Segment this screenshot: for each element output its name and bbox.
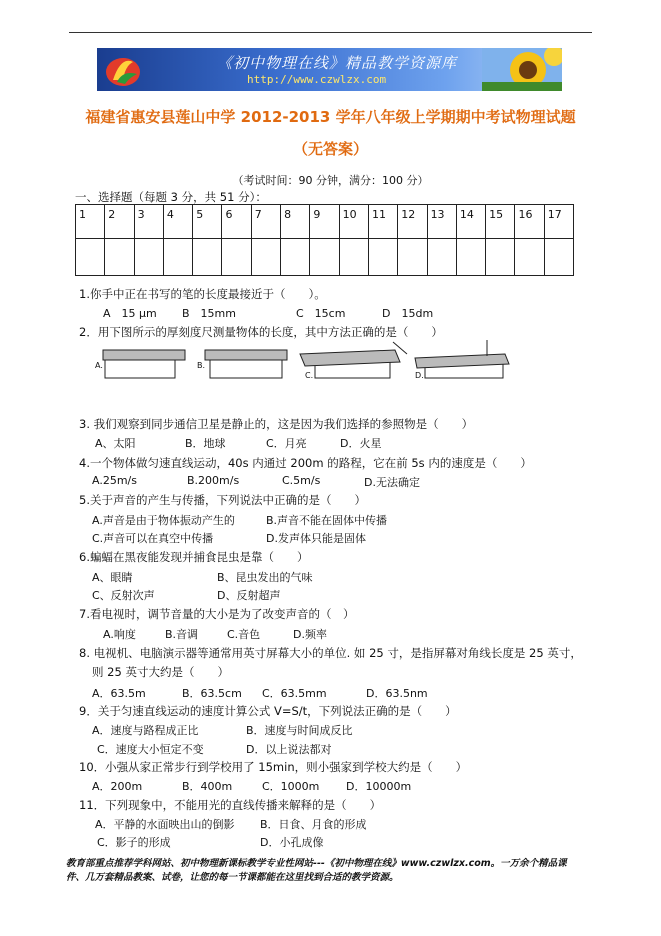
question-7: 7.看电视时，调节音量的大小是为了改变声音的（ ） (79, 607, 355, 621)
footer-line-2: 件、几万套精品教案、试卷，让您的每一节课都能在这里找到合适的教学资源。 (66, 872, 399, 883)
option-d: D．63.5nm (366, 687, 428, 700)
fig-label-d: D. (415, 371, 424, 380)
answer-cell[interactable] (134, 239, 163, 276)
option-b: B．速度与时间成反比 (246, 724, 353, 737)
site-logo-icon (103, 52, 143, 88)
page-title: 福建省惠安县莲山中学 2012-2013 学年八年级上学期期中考试物理试题 (85, 108, 576, 126)
option-b: B．日食、月食的形成 (260, 818, 367, 831)
option-c: C、反射次声 (92, 589, 155, 602)
grid-number: 2 (105, 205, 134, 239)
grid-number: 10 (339, 205, 368, 239)
answer-cell[interactable] (398, 239, 427, 276)
answer-cell[interactable] (515, 239, 544, 276)
answer-cell[interactable] (427, 239, 456, 276)
option-c: C．速度大小恒定不变 (97, 743, 204, 756)
option-a: A.声音是由于物体振动产生的 (92, 514, 235, 527)
grid-number: 12 (398, 205, 427, 239)
grid-number: 4 (163, 205, 192, 239)
grid-number: 6 (222, 205, 251, 239)
question-4: 4.一个物体做匀速直线运动，40s 内通过 200m 的路程，它在前 5s 内的速度是（ ） (79, 456, 532, 470)
ruler-figure (95, 340, 575, 385)
answer-cell[interactable] (486, 239, 515, 276)
grid-number: 9 (310, 205, 339, 239)
footer-line-1: 教育部重点推荐学科网站、初中物理新课标教学专业性网站---《初中物理在线》www.czwlzx.com。一万余个精品课 (66, 858, 567, 869)
option-c: C.5m/s (282, 474, 321, 487)
option-a: A、太阳 (95, 437, 136, 450)
question-8: 8. 电视机、电脑演示器等通常用英寸屏幕大小的单位. 如 25 寸，是指屏幕对角线长度是 25 英寸， (79, 646, 582, 660)
page-subtitle: （无答案） (292, 140, 368, 158)
option-c: C.声音可以在真空中传播 (92, 532, 214, 545)
option-b: B.声音不能在固体中传播 (266, 514, 388, 527)
grid-number: 17 (544, 205, 573, 239)
answer-cell[interactable] (456, 239, 485, 276)
answer-cell[interactable] (544, 239, 573, 276)
option-d: D．小孔成像 (260, 836, 324, 849)
grid-number: 16 (515, 205, 544, 239)
section-heading: 一、选择题（每题 3 分，共 51 分）： (75, 190, 267, 204)
answer-cell[interactable] (76, 239, 105, 276)
option-c: C．月亮 (266, 437, 307, 450)
answer-cell[interactable] (310, 239, 339, 276)
option-d: D.发声体只能是固体 (266, 532, 366, 545)
answer-cell[interactable] (105, 239, 134, 276)
question-5: 5.关于声音的产生与传播，下列说法中正确的是（ ） (79, 493, 366, 507)
option-a: A.25m/s (92, 474, 137, 487)
option-a: A．63.5m (92, 687, 146, 700)
grid-number: 7 (251, 205, 280, 239)
answer-cell[interactable] (281, 239, 310, 276)
answer-cell[interactable] (163, 239, 192, 276)
option-b: B．400m (182, 780, 233, 793)
option-b: B．63.5cm (182, 687, 242, 700)
option-b: B、昆虫发出的气味 (217, 571, 313, 584)
question-11: 11．下列现象中，不能用光的直线传播来解释的是（ ） (79, 798, 382, 812)
option-d: D 15dm (382, 307, 434, 320)
option-a: A．速度与路程成正比 (92, 724, 199, 737)
option-a: A.响度 (103, 628, 136, 641)
question-6: 6.蝙蝠在黑夜能发现并捕食昆虫是靠（ ） (79, 550, 309, 564)
answer-cell[interactable] (222, 239, 251, 276)
option-c: C 15cm (296, 307, 346, 320)
grid-number: 13 (427, 205, 456, 239)
answer-cell[interactable] (193, 239, 222, 276)
answer-cell[interactable] (368, 239, 397, 276)
option-b: B．地球 (185, 437, 226, 450)
question-9: 9．关于匀速直线运动的速度计算公式 V=S/t，下列说法正确的是（ ） (79, 704, 457, 718)
grid-number: 15 (486, 205, 515, 239)
answer-grid (75, 204, 574, 276)
option-b: B.音调 (165, 628, 199, 641)
option-d: D．10000m (346, 780, 412, 793)
question-8-continued: 则 25 英寸大约是（ ） (92, 665, 229, 679)
banner-url[interactable]: http://www.czwlzx.com (247, 73, 387, 86)
question-2: 2．用下图所示的厚刻度尺测量物体的长度，其中方法正确的是（ ） (79, 325, 443, 339)
option-d: D.频率 (293, 628, 327, 641)
option-d: D.无法确定 (364, 476, 420, 489)
exam-info: （考试时间：90 分钟，满分：100 分） (232, 174, 429, 187)
option-a: A、眼睛 (92, 571, 133, 584)
grid-number: 11 (368, 205, 397, 239)
question-3: 3. 我们观察到同步通信卫星是静止的，这是因为我们选择的参照物是（ ） (79, 417, 474, 431)
header-rule (69, 32, 592, 33)
question-10: 10．小强从家正常步行到学校用了 15min，则小强家到学校大约是（ ） (79, 760, 468, 774)
option-c: C．影子的形成 (97, 836, 171, 849)
option-d: D．以上说法都对 (246, 743, 332, 756)
answer-cell[interactable] (251, 239, 280, 276)
grid-number: 3 (134, 205, 163, 239)
grid-number: 8 (281, 205, 310, 239)
option-c: C.音色 (227, 628, 261, 641)
option-b: B.200m/s (187, 474, 240, 487)
grid-number: 14 (456, 205, 485, 239)
option-b: B 15mm (182, 307, 236, 320)
fig-label-b: B. (197, 361, 206, 370)
sunflower-icon (482, 48, 562, 91)
grid-number: 1 (76, 205, 105, 239)
fig-label-a: A. (95, 361, 103, 370)
option-a: A．平静的水面映出山的倒影 (95, 818, 235, 831)
option-a: A 15 μm (103, 307, 157, 320)
option-c: C．1000m (262, 780, 320, 793)
option-d: D．火星 (340, 437, 382, 450)
site-banner (97, 48, 562, 91)
option-c: C．63.5mm (262, 687, 327, 700)
banner-title: 《初中物理在线》精品教学资源库 (217, 54, 458, 72)
question-1: 1.你手中正在书写的笔的长度最接近于（ ）。 (79, 287, 326, 301)
page-footer (66, 857, 606, 885)
answer-cell[interactable] (339, 239, 368, 276)
option-d: D、反射超声 (217, 589, 281, 602)
grid-number: 5 (193, 205, 222, 239)
fig-label-c: C. (305, 371, 314, 380)
option-a: A．200m (92, 780, 143, 793)
